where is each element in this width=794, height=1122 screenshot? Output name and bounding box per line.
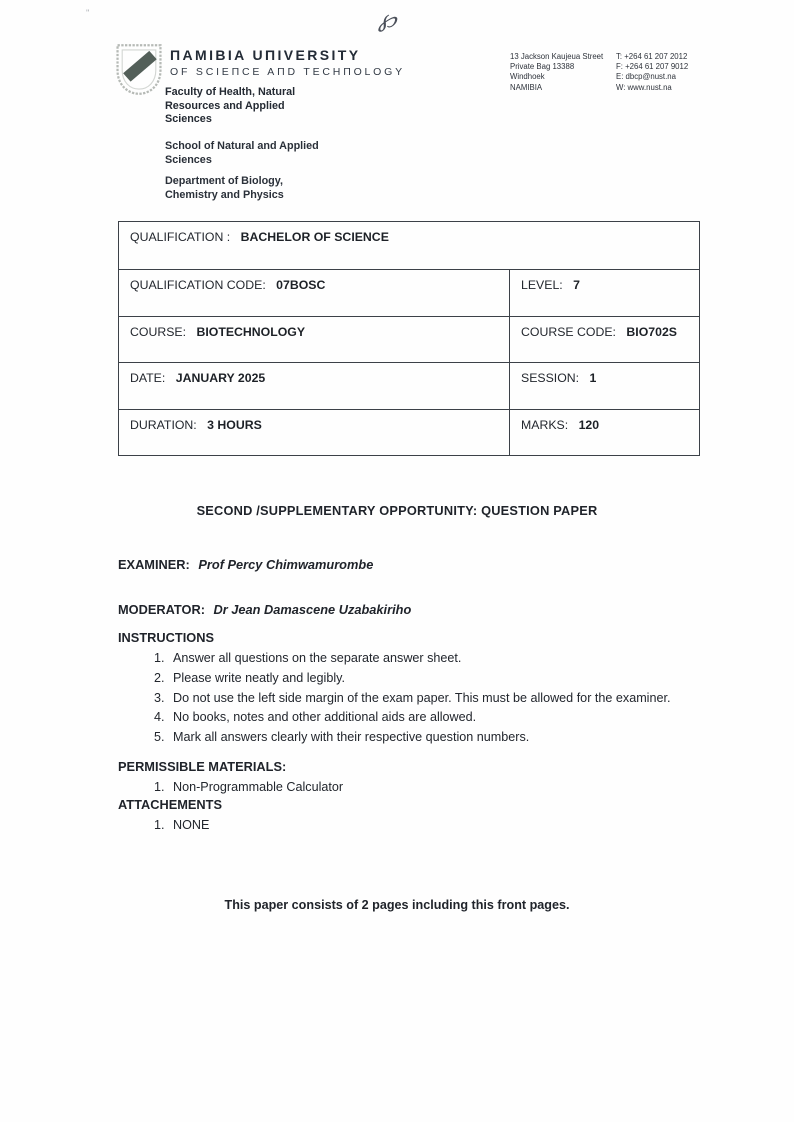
course-code-value: BIO702S — [626, 324, 677, 339]
university-name — [170, 47, 405, 78]
info-table — [118, 221, 700, 456]
exam-paper-title: SECOND /SUPPLEMENTARY OPPORTUNITY: QUESTION PAPER — [196, 503, 598, 518]
contact-line: W: www.nust.na — [616, 82, 672, 92]
course-value: BIOTECHNOLOGY — [196, 324, 306, 339]
session-value: 1 — [589, 371, 597, 385]
university-name-line1: ΠAMIBIA UΠIVERSITY — [170, 47, 361, 63]
materials-list — [118, 778, 343, 798]
contact-line: E: dbcp@nust.na — [616, 72, 676, 82]
session-label: SESSION: — [521, 371, 580, 385]
address-line: Private Bag 13388 — [510, 62, 575, 72]
level-cell — [509, 270, 699, 316]
table-row-date-session — [119, 362, 699, 409]
address-block — [510, 52, 603, 93]
university-logo-icon — [111, 41, 167, 98]
page-count-note: This paper consists of 2 pages including this front pages. — [224, 898, 570, 912]
table-row-code-level — [119, 269, 699, 316]
date-cell — [119, 363, 509, 409]
qualification-code-value: 07BOSC — [276, 278, 326, 292]
attachment-item: 1. NONE — [168, 816, 209, 836]
course-code-label: COURSE CODE: — [521, 324, 616, 339]
level-value: 7 — [573, 278, 580, 292]
instruction-item: 1. Answer all questions on the separate answer sheet. — [168, 649, 758, 669]
duration-label: DURATION: — [130, 417, 197, 432]
handwritten-p-mark: ℘ — [377, 3, 398, 34]
course-cell — [119, 317, 509, 363]
school-name: School of Natural and Applied Sciences — [165, 140, 319, 166]
level-label: LEVEL: — [521, 278, 563, 292]
marks-cell — [509, 410, 699, 456]
instruction-item: 3. Do not use the left side margin of the exam paper. This must be allowed for the examiner. — [168, 689, 758, 709]
date-value: JANUARY 2025 — [175, 371, 266, 385]
qualification-code-cell — [119, 270, 509, 316]
examiner-name: Prof Percy Chimwamurombe — [198, 557, 374, 572]
department-name: Department of Biology, Chemistry and Physics — [165, 175, 284, 201]
contact-line: F: +264 61 207 9012 — [616, 62, 689, 72]
university-name-line2: OF SCIEΠCE AΠD TECHΠOLOGY — [170, 66, 405, 78]
instructions-heading: INSTRUCTIONS — [118, 630, 214, 645]
contact-line: T: +264 61 207 2012 — [616, 52, 688, 61]
address-line: NAMIBIA — [510, 82, 543, 92]
table-row-qualification — [119, 222, 699, 269]
material-item: 1. Non-Programmable Calculator — [168, 778, 343, 798]
duration-value: 3 HOURS — [207, 417, 262, 432]
qualification-value: BACHELOR OF SCIENCE — [240, 230, 389, 244]
address-line: 13 Jackson Kaujeua Street — [510, 52, 604, 61]
session-cell — [509, 363, 699, 409]
examiner-line — [118, 557, 373, 572]
shield-icon — [111, 41, 167, 98]
scan-stray-mark: '' — [86, 8, 90, 18]
instruction-item: 2. Please write neatly and legibly. — [168, 669, 758, 689]
instruction-item: 4. No books, notes and other additional aids are allowed. — [168, 708, 758, 728]
address-line: Windhoek — [510, 72, 545, 82]
moderator-name: Dr Jean Damascene Uzabakiriho — [213, 602, 412, 617]
attachments-heading: ATTACHEMENTS — [118, 797, 223, 812]
course-code-cell — [509, 317, 699, 363]
contact-block — [616, 52, 688, 93]
moderator-line — [118, 602, 411, 617]
table-row-course — [119, 316, 699, 363]
duration-cell — [119, 410, 509, 456]
course-label: COURSE: — [130, 324, 187, 339]
attachments-list — [118, 816, 209, 836]
examiner-label: EXAMINER: — [118, 557, 190, 572]
marks-value: 120 — [578, 417, 600, 432]
date-label: DATE: — [130, 371, 166, 385]
table-row-duration-marks — [119, 409, 699, 456]
instructions-list — [118, 649, 758, 748]
instruction-item: 5. Mark all answers clearly with their respective question numbers. — [168, 728, 758, 748]
qualification-cell — [119, 222, 699, 269]
qualification-label: QUALIFICATION : — [130, 230, 231, 244]
moderator-label: MODERATOR: — [118, 602, 205, 617]
materials-heading: PERMISSIBLE MATERIALS: — [118, 759, 287, 774]
marks-label: MARKS: — [521, 417, 569, 432]
faculty-name: Faculty of Health, Natural Resources and Applied Sciences — [165, 86, 296, 125]
qualification-code-label: QUALIFICATION CODE: — [130, 278, 266, 292]
